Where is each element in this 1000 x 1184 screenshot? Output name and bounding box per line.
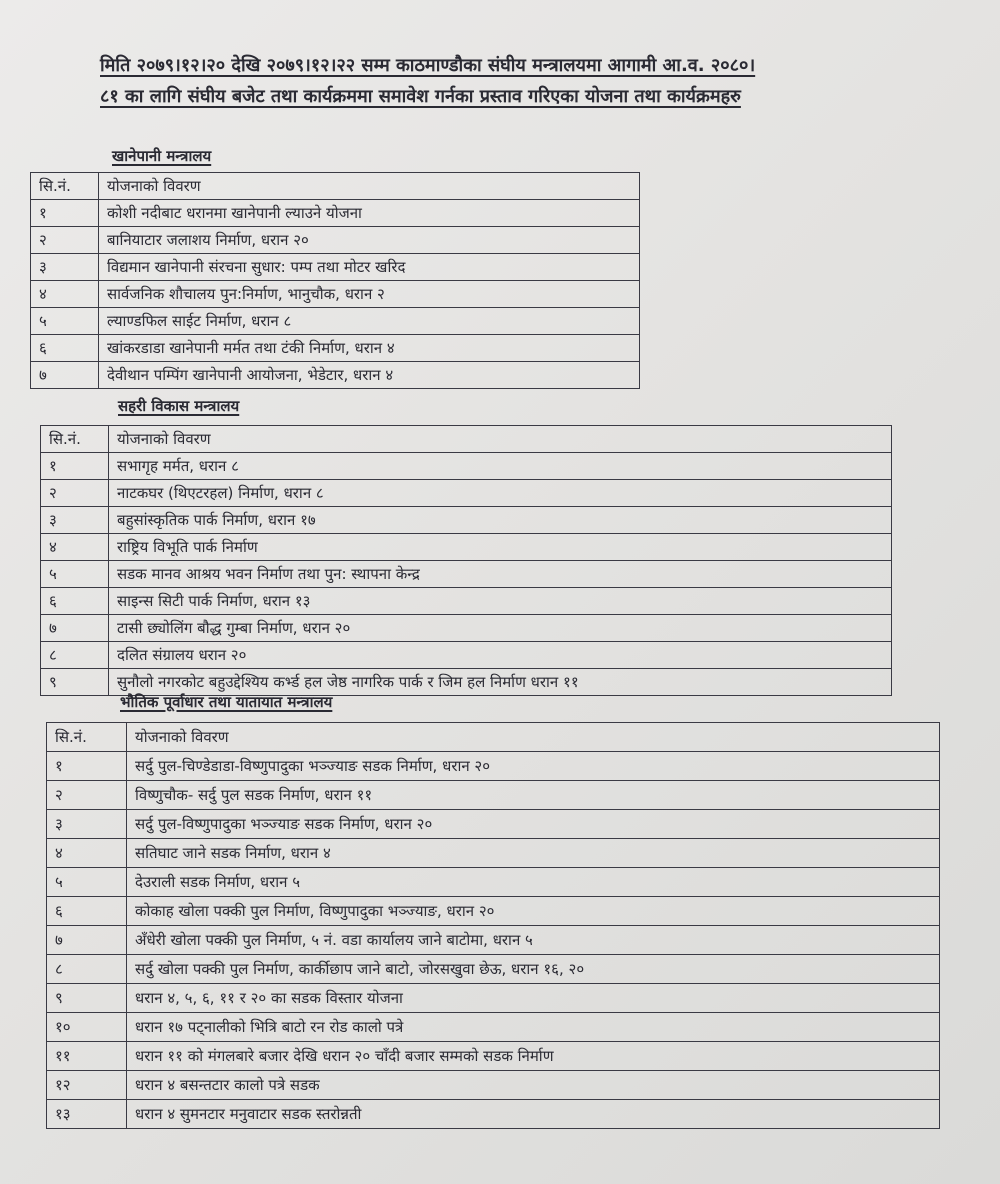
- project-description-cell: बहुसांस्कृतिक पार्क निर्माण, धरान १७: [109, 507, 892, 534]
- table-row: [47, 839, 940, 868]
- title-line-2: ८१ का लागि संघीय बजेट तथा कार्यक्रममा समावेश गर्नका प्रस्ताव गरिएका योजना तथा कार्यक्रमहरु: [100, 86, 741, 107]
- project-description-cell: धरान ४, ५, ६, ११ र २० का सडक विस्तार योजना: [127, 984, 940, 1013]
- table-row: [31, 281, 640, 308]
- table-row: [41, 453, 892, 480]
- document-title: [100, 50, 970, 112]
- title-line-1: मिति २०७९।१२।२० देखि २०७९।१२।२२ सम्म काठमाण्डौका संघीय मन्त्रालयमा आगामी आ.व. २०८०।: [100, 55, 756, 76]
- table-row: [47, 810, 940, 839]
- project-description-cell: सर्दु पुल-चिण्डेडाडा-विष्णुपादुका भञ्ज्याङ सडक निर्माण, धरान २०: [127, 752, 940, 781]
- project-description-cell: टासी छ्योलिंग बौद्ध गुम्बा निर्माण, धरान २०: [109, 615, 892, 642]
- serial-number-cell: ४: [41, 534, 109, 561]
- table-row: [41, 615, 892, 642]
- project-description-cell: कोशी नदीबाट धरानमा खानेपानी ल्याउने योजना: [99, 200, 640, 227]
- table-body: [47, 723, 940, 1129]
- table-row: [47, 955, 940, 984]
- table-infrastructure-ministry: [46, 722, 940, 1129]
- serial-number-cell: ४: [31, 281, 99, 308]
- project-description-cell: विद्यमान खानेपानी संरचना सुधार: पम्प तथा मोटर खरिद: [99, 254, 640, 281]
- project-description-cell: ल्याण्डफिल साईट निर्माण, धरान ८: [99, 308, 640, 335]
- serial-number-cell: ३: [47, 810, 127, 839]
- table-row: [41, 561, 892, 588]
- table-urban-ministry: [40, 425, 892, 696]
- column-header-description: योजनाको विवरण: [99, 173, 640, 200]
- project-description-cell: सर्दु खोला पक्की पुल निर्माण, कार्कीछाप जाने बाटो, जोरसखुवा छेऊ, धरान १६, २०: [127, 955, 940, 984]
- project-description-cell: साइन्स सिटी पार्क निर्माण, धरान १३: [109, 588, 892, 615]
- serial-number-cell: ८: [47, 955, 127, 984]
- project-description-cell: बानियाटार जलाशय निर्माण, धरान २०: [99, 227, 640, 254]
- serial-number-cell: २: [41, 480, 109, 507]
- table-water-ministry: [30, 172, 640, 389]
- table-row: [41, 642, 892, 669]
- serial-number-cell: ५: [47, 868, 127, 897]
- serial-number-cell: ८: [41, 642, 109, 669]
- column-header-description: योजनाको विवरण: [127, 723, 940, 752]
- serial-number-cell: ६: [31, 335, 99, 362]
- project-description-cell: दलित संग्रालय धरान २०: [109, 642, 892, 669]
- section-heading-water: खानेपानी मन्त्रालय: [112, 147, 212, 165]
- serial-number-cell: १३: [47, 1100, 127, 1129]
- serial-number-cell: १२: [47, 1071, 127, 1100]
- serial-number-cell: ३: [41, 507, 109, 534]
- table-row: [41, 480, 892, 507]
- table-row: [47, 984, 940, 1013]
- table-row: [31, 200, 640, 227]
- table-row: [47, 926, 940, 955]
- project-description-cell: सतिघाट जाने सडक निर्माण, धरान ४: [127, 839, 940, 868]
- project-description-cell: सभागृह मर्मत, धरान ८: [109, 453, 892, 480]
- project-description-cell: सार्वजनिक शौचालय पुन:निर्माण, भानुचौक, धरान २: [99, 281, 640, 308]
- project-description-cell: कोकाह खोला पक्की पुल निर्माण, विष्णुपादुका भञ्ज्याङ, धरान २०: [127, 897, 940, 926]
- project-description-cell: विष्णुचौक- सर्दु पुल सडक निर्माण, धरान ११: [127, 781, 940, 810]
- project-description-cell: खांकरडाडा खानेपानी मर्मत तथा टंकी निर्माण, धरान ४: [99, 335, 640, 362]
- project-description-cell: धरान ४ सुमनटार मनुवाटार सडक स्तरोन्नती: [127, 1100, 940, 1129]
- project-description-cell: राष्ट्रिय विभूति पार्क निर्माण: [109, 534, 892, 561]
- column-header-description: योजनाको विवरण: [109, 426, 892, 453]
- serial-number-cell: ९: [47, 984, 127, 1013]
- serial-number-cell: ७: [47, 926, 127, 955]
- project-description-cell: सर्दु पुल-विष्णुपादुका भञ्ज्याङ सडक निर्माण, धरान २०: [127, 810, 940, 839]
- table-body: [31, 173, 640, 389]
- table-row: [47, 897, 940, 926]
- table-header-row: [31, 173, 640, 200]
- serial-number-cell: ७: [41, 615, 109, 642]
- table-row: [31, 254, 640, 281]
- project-description-cell: सडक मानव आश्रय भवन निर्माण तथा पुन: स्थापना केन्द्र: [109, 561, 892, 588]
- table-row: [31, 227, 640, 254]
- serial-number-cell: ५: [31, 308, 99, 335]
- serial-number-cell: १०: [47, 1013, 127, 1042]
- project-description-cell: देवीथान पम्पिंग खानेपानी आयोजना, भेडेटार, धरान ४: [99, 362, 640, 389]
- serial-number-cell: ४: [47, 839, 127, 868]
- project-description-cell: धरान १७ पट्नालीको भित्रि बाटो रन रोड कालो पत्रे: [127, 1013, 940, 1042]
- table-row: [31, 362, 640, 389]
- column-header-serial: सि.नं.: [41, 426, 109, 453]
- table-body: [41, 426, 892, 696]
- serial-number-cell: ५: [41, 561, 109, 588]
- project-description-cell: सुनौलो नगरकोट बहुउद्देश्यिय कर्भ्ड हल जेष्ठ नागरिक पार्क र जिम हल निर्माण धरान ११: [109, 669, 892, 696]
- serial-number-cell: ११: [47, 1042, 127, 1071]
- table-row: [31, 335, 640, 362]
- project-description-cell: धरान ४ बसन्तटार कालो पत्रे सडक: [127, 1071, 940, 1100]
- table-row: [41, 534, 892, 561]
- table-row: [47, 1042, 940, 1071]
- serial-number-cell: १: [31, 200, 99, 227]
- table-row: [47, 868, 940, 897]
- serial-number-cell: ६: [41, 588, 109, 615]
- serial-number-cell: १: [41, 453, 109, 480]
- table-row: [47, 1100, 940, 1129]
- serial-number-cell: ९: [41, 669, 109, 696]
- column-header-serial: सि.नं.: [31, 173, 99, 200]
- project-description-cell: अँधेरी खोला पक्की पुल निर्माण, ५ नं. वडा कार्यालय जाने बाटोमा, धरान ५: [127, 926, 940, 955]
- section-heading-infrastructure: भौतिक पूर्वाधार तथा यातायात मन्त्रालय: [120, 693, 333, 711]
- table-row: [31, 308, 640, 335]
- table-row: [47, 781, 940, 810]
- serial-number-cell: २: [31, 227, 99, 254]
- column-header-serial: सि.नं.: [47, 723, 127, 752]
- table-row: [41, 507, 892, 534]
- table-row: [47, 1013, 940, 1042]
- table-row: [47, 1071, 940, 1100]
- serial-number-cell: ६: [47, 897, 127, 926]
- project-description-cell: नाटकघर (थिएटरहल) निर्माण, धरान ८: [109, 480, 892, 507]
- project-description-cell: धरान ११ को मंगलबारे बजार देखि धरान २० चाँदी बजार सम्मको सडक निर्माण: [127, 1042, 940, 1071]
- serial-number-cell: ३: [31, 254, 99, 281]
- table-header-row: [41, 426, 892, 453]
- table-row: [41, 588, 892, 615]
- serial-number-cell: ७: [31, 362, 99, 389]
- section-heading-urban: सहरी विकास मन्त्रालय: [118, 397, 240, 415]
- project-description-cell: देउराली सडक निर्माण, धरान ५: [127, 868, 940, 897]
- serial-number-cell: २: [47, 781, 127, 810]
- table-row: [47, 752, 940, 781]
- serial-number-cell: १: [47, 752, 127, 781]
- table-header-row: [47, 723, 940, 752]
